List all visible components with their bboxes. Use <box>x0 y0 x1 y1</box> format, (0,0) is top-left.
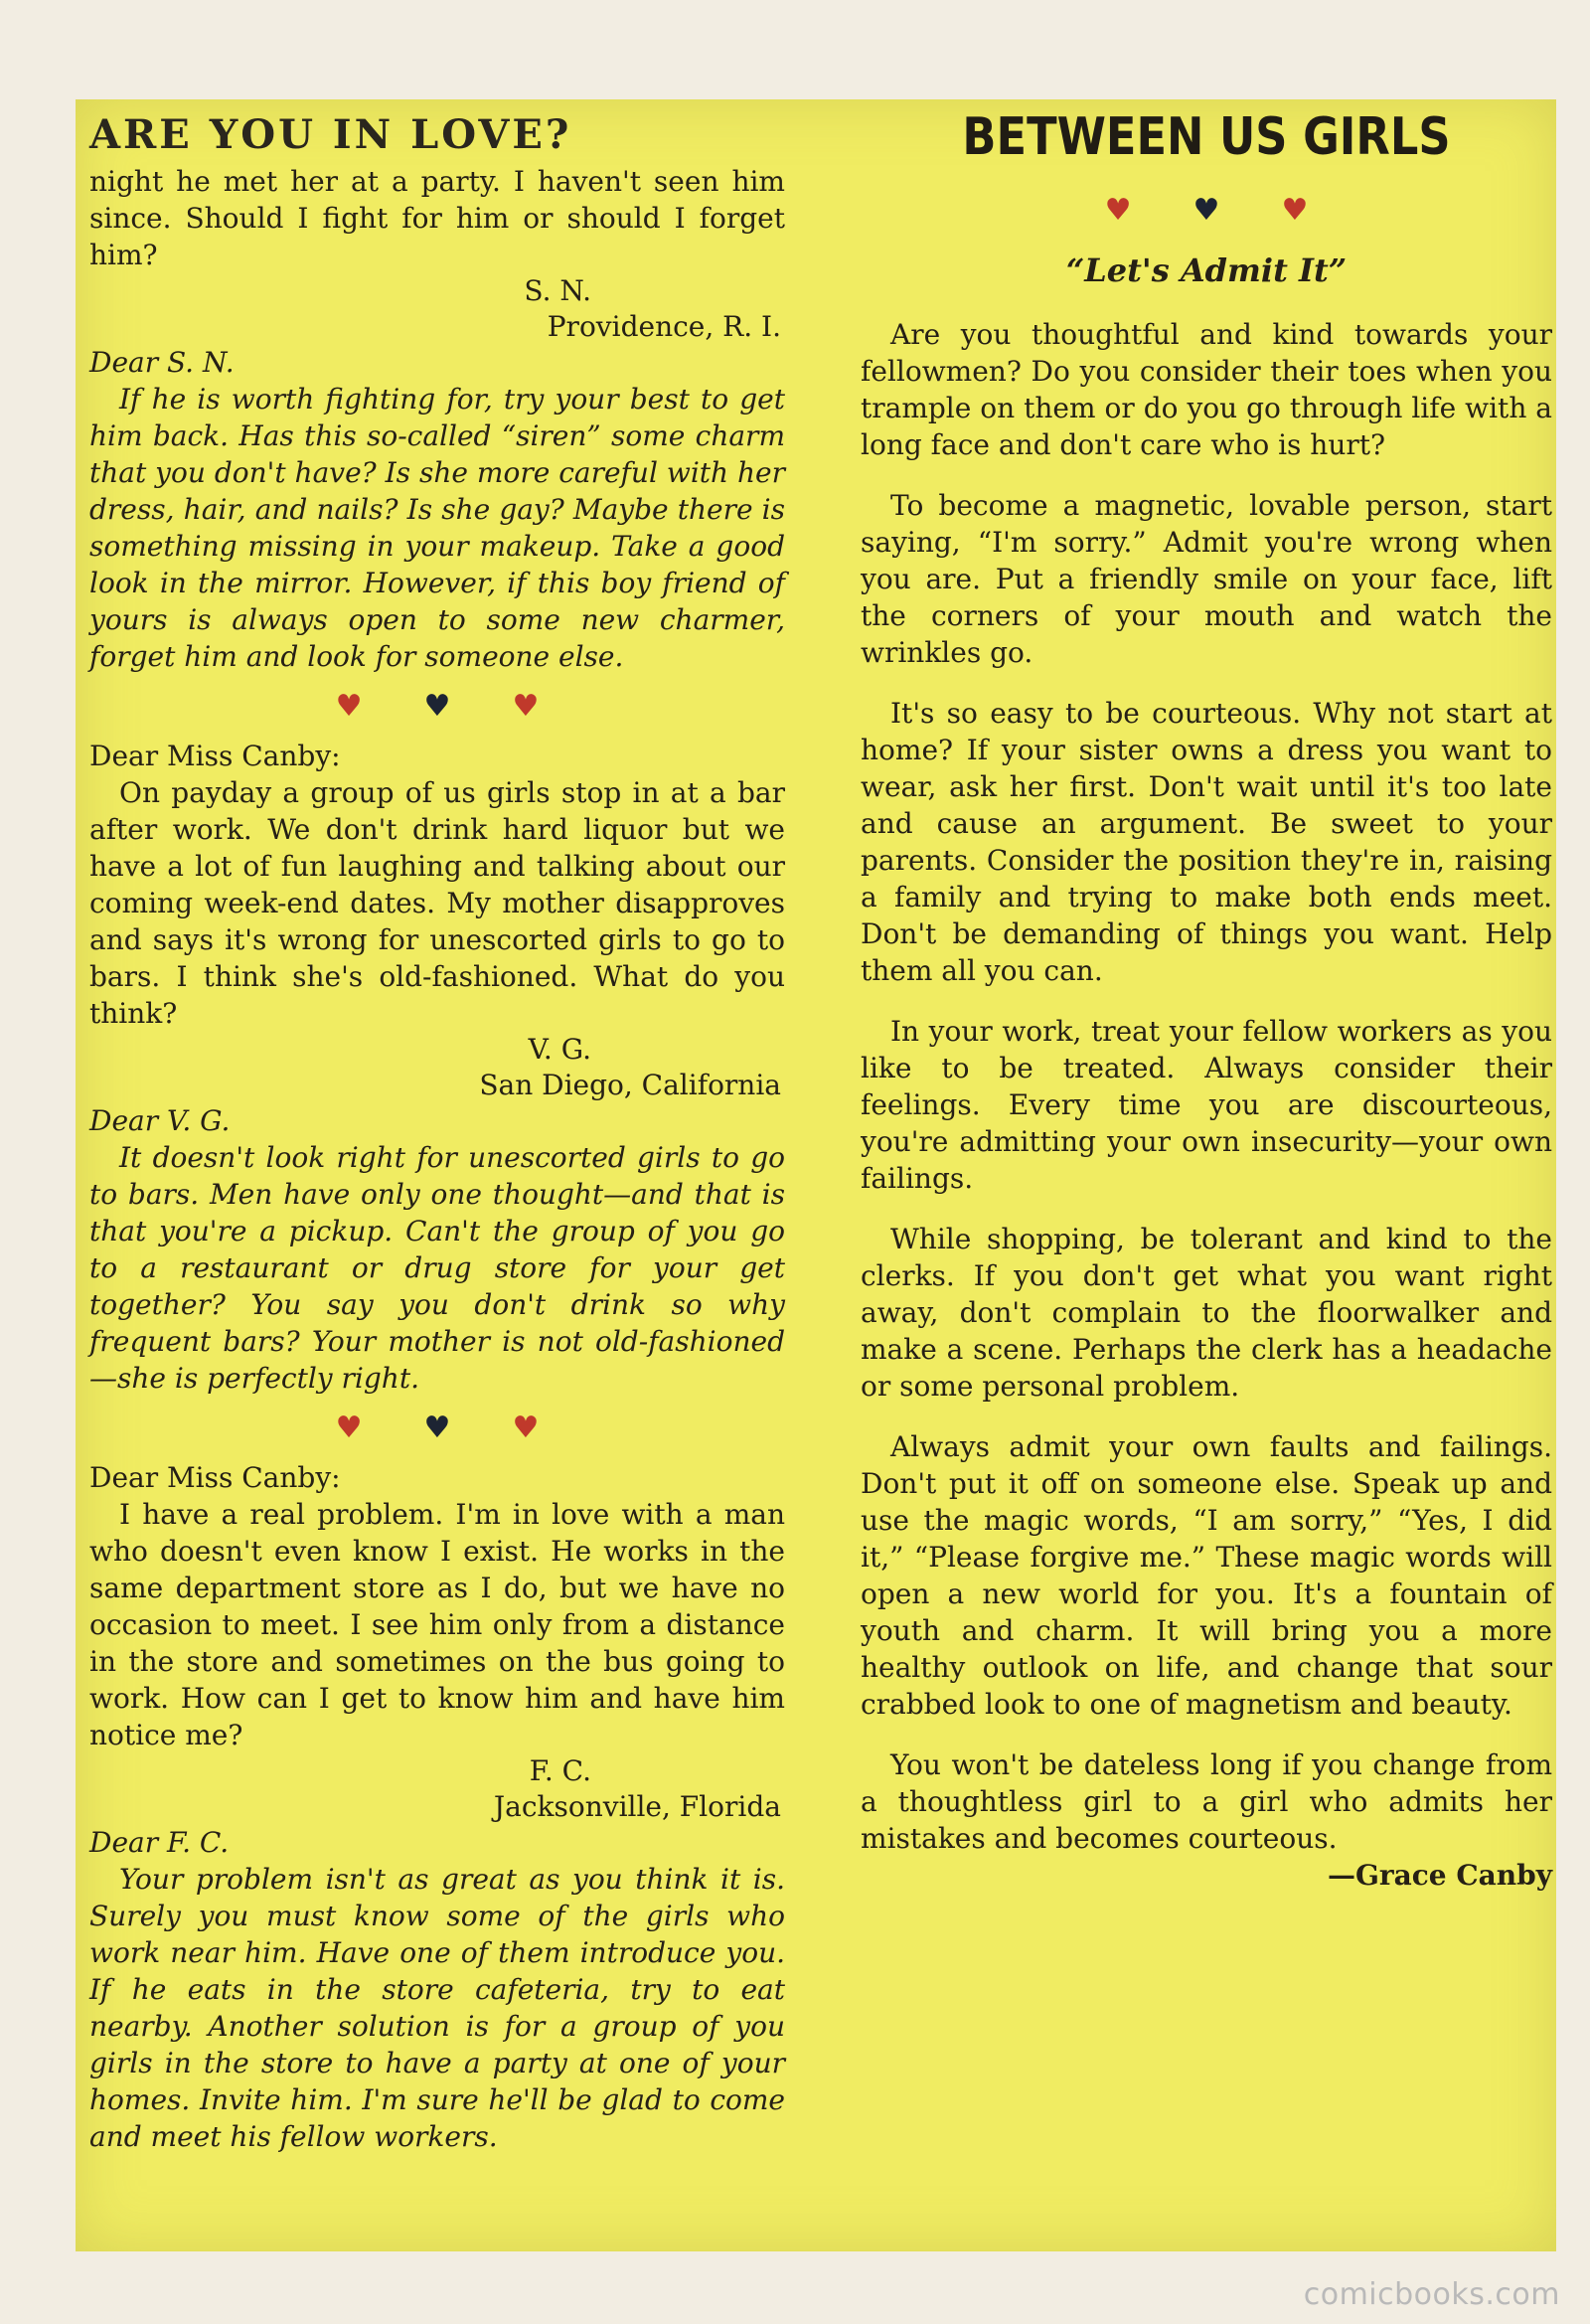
letter-2-place: San Diego, California <box>479 1069 781 1101</box>
heart-icon: ♥ <box>423 689 451 724</box>
heart-icon: ♥ <box>1281 193 1309 228</box>
article-paragraph: Are you thoughtful and kind towards your fellowmen? Do you consider their toes when you trample on them or do you go through life with a long face and don't care who is hurt? <box>861 318 1552 461</box>
letter-3-place: Jacksonville, Florida <box>493 1790 781 1823</box>
letter-1-tail: night he met her at a party. I haven't seen him since. Should I fight for him or should I forget him? <box>89 165 785 271</box>
right-column <box>861 99 1552 2251</box>
letter-3-salutation: Dear Miss Canby: <box>89 1461 341 1494</box>
article-paragraph: Always admit your own faults and failings. Don't put it off on someone else. Speak up and use the magic words, “I am sorry,” “Yes, I did it,” “Please forgive me.” These magic words will open a new world for you. It's a fountain of youth and charm. It will bring you a more healthy outlook on life, and change that sour crabbed look to one of magnetism and beauty. <box>861 1430 1552 1721</box>
heart-icon: ♥ <box>1104 193 1132 228</box>
heart-icon: ♥ <box>1192 193 1220 228</box>
letter-2-body: On payday a group of us girls stop in at a bar after work. We don't drink hard liquor but we have a lot of fun laughing and talking about our coming week-end dates. My mother disapproves and says it's wrong for unescorted girls to go to bars. I think she's old-fashioned. What do you think? <box>89 776 785 1030</box>
article-paragraph: In your work, treat your fellow workers as you like to be treated. Always consider their feelings. Every time you are discourteous, you're admitting your own insecurity—your own failings. <box>861 1015 1552 1195</box>
heart-divider <box>89 675 785 739</box>
heart-icon: ♥ <box>512 689 540 724</box>
reply-1-salutation: Dear S. N. <box>89 346 235 379</box>
article-paragraph: To become a magnetic, lovable person, start saying, “I'm sorry.” Admit you're wrong when you are. Put a friendly smile on your face, lift the corners of your mouth and watch the wrinkles go. <box>861 489 1552 669</box>
reply-2-salutation: Dear V. G. <box>89 1104 231 1137</box>
reply-3-salutation: Dear F. C. <box>89 1826 230 1859</box>
left-heading: ARE YOU IN LOVE? <box>89 111 572 158</box>
letter-2-initials: V. G. <box>528 1033 591 1066</box>
heart-divider <box>861 179 1552 243</box>
reply-3-body: Your problem isn't as great as you think it is. Surely you must know some of the girls who work near him. Have one of them introduce you. If he eats in the store cafeteria, try to eat nearby. Another solution is for a group of you girls in the store to have a party at one of your homes. Invite him. I'm sure he'll be glad to come and meet his fellow workers. <box>89 1863 785 2153</box>
heart-icon: ♥ <box>423 1411 451 1445</box>
letter-1-place: Providence, R. I. <box>547 310 781 343</box>
left-column <box>89 99 785 2251</box>
article-paragraph: It's so easy to be courteous. Why not start at home? If your sister owns a dress you want to wear, ask her first. Don't wait until it's too late and cause an argument. Be sweet to your parents. Consider the position they're in, raising a family and trying to make both ends meet. Don't be demanding of things you want. Help them all you can. <box>861 697 1552 987</box>
heart-divider <box>89 1397 785 1460</box>
letter-3-body: I have a real problem. I'm in love with a man who doesn't even know I exist. He works in the same department store as I do, but we have no occasion to meet. I see him only from a distance in the store and sometimes on the bus going to work. How can I get to know him and have him notice me? <box>89 1498 785 1751</box>
article-paragraph: While shopping, be tolerant and kind to the clerks. If you don't get what you want right away, don't complain to the floorwalker and make a scene. Perhaps the clerk has a headache or some personal problem. <box>861 1223 1552 1403</box>
letter-2-salutation: Dear Miss Canby: <box>89 740 341 772</box>
heart-icon: ♥ <box>335 689 363 724</box>
article-paragraph: You won't be dateless long if you change from a thoughtless girl to a girl who admits her mistakes and becomes courteous. <box>861 1748 1552 1855</box>
right-heading: BETWEEN US GIRLS <box>962 107 1451 167</box>
author-signoff: —Grace Canby <box>1327 1859 1552 1892</box>
letter-3-initials: F. C. <box>529 1754 591 1787</box>
article-subtitle: “Let's Admit It” <box>1065 251 1348 289</box>
letter-1-initials: S. N. <box>524 274 591 307</box>
reply-2-body: It doesn't look right for unescorted girls to go to bars. Men have only one thought—and that is that you're a pickup. Can't the group of you go to a restaurant or drug store for your get together? You say you don't drink so why frequent bars? Your mother is not old-fashioned—she is perfectly right. <box>89 1141 785 1395</box>
reply-1-body: If he is worth fighting for, try your best to get him back. Has this so-called “siren” some charm that you don't have? Is she more careful with her dress, hair, and nails? Is she gay? Maybe there is something missing in your makeup. Take a good look in the mirror. However, if this boy friend of yours is always open to some new charmer, forget him and look for someone else. <box>89 383 785 673</box>
heart-icon: ♥ <box>335 1411 363 1445</box>
heart-icon: ♥ <box>512 1411 540 1445</box>
watermark: comicbooks.com <box>1303 2277 1560 2312</box>
